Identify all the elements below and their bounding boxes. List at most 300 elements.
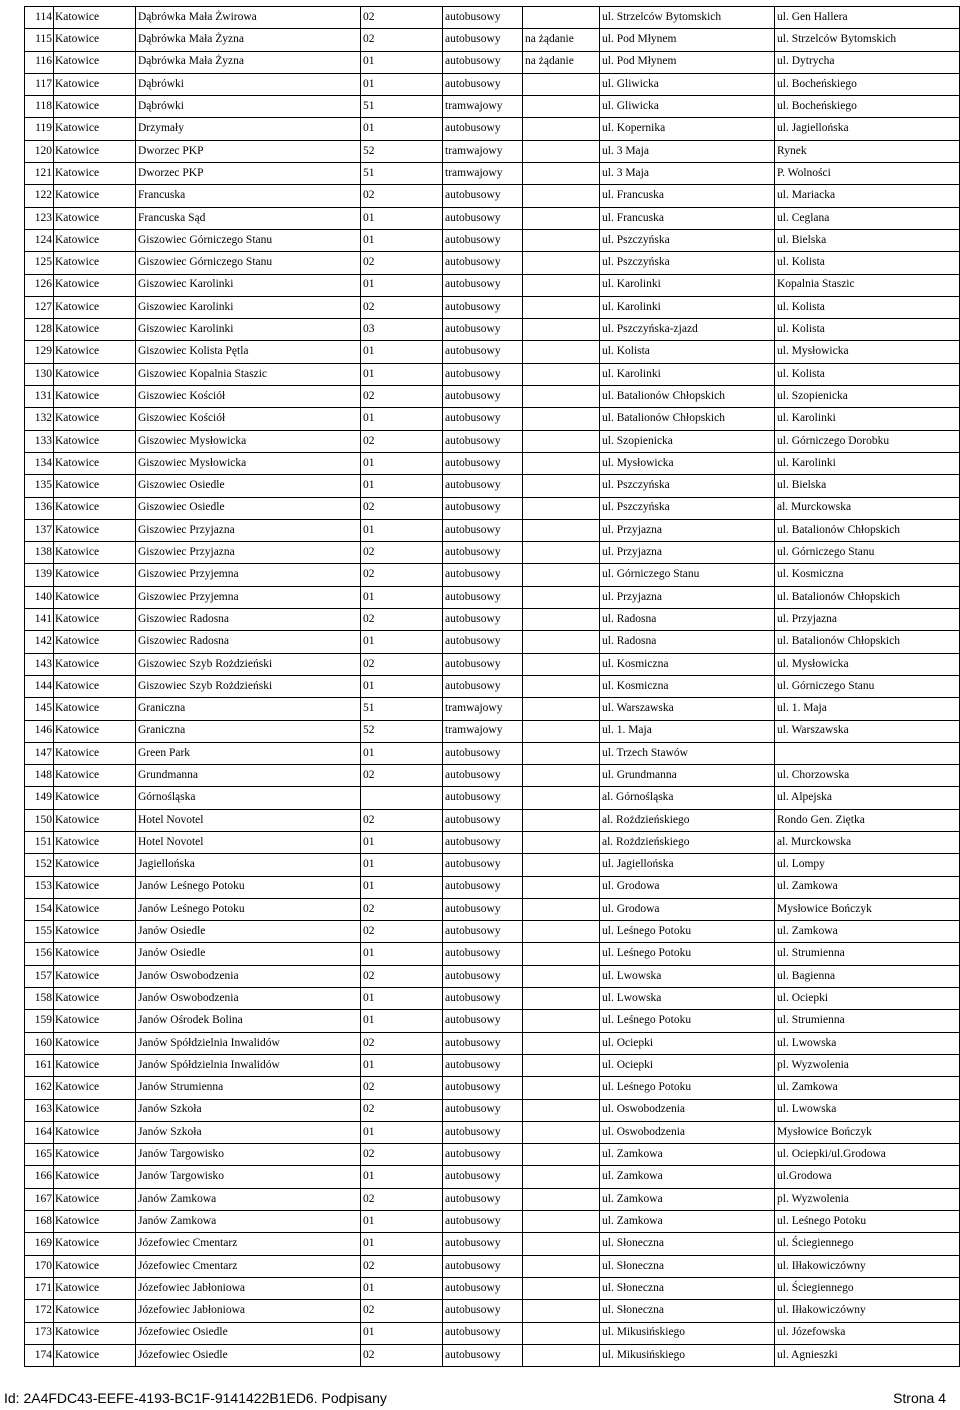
on-request-cell <box>523 1277 600 1299</box>
direction-cell: ul. Leśnego Potoku <box>775 1211 960 1233</box>
street-cell: ul. Pod Młynem <box>600 29 775 51</box>
stop-type-cell: autobusowy <box>443 185 523 207</box>
city-cell: Katowice <box>54 1099 136 1121</box>
stop-name-cell: Giszowiec Karolinki <box>136 296 361 318</box>
stop-name-cell: Józefowiec Jabłoniowa <box>136 1277 361 1299</box>
stop-type-cell: tramwajowy <box>443 96 523 118</box>
direction-cell: ul. Górniczego Stanu <box>775 542 960 564</box>
stop-type-cell: autobusowy <box>443 1032 523 1054</box>
row-number-cell: 170 <box>25 1255 54 1277</box>
on-request-cell <box>523 207 600 229</box>
street-cell: ul. Karolinki <box>600 296 775 318</box>
stop-code-cell: 01 <box>361 631 443 653</box>
stop-type-cell: autobusowy <box>443 118 523 140</box>
stop-type-cell: autobusowy <box>443 341 523 363</box>
direction-cell: ul. Batalionów Chłopskich <box>775 586 960 608</box>
direction-cell: ul. Ściegiennego <box>775 1277 960 1299</box>
city-cell: Katowice <box>54 698 136 720</box>
stop-code-cell: 51 <box>361 163 443 185</box>
stop-code-cell: 02 <box>361 921 443 943</box>
street-cell: ul. Zamkowa <box>600 1188 775 1210</box>
stop-code-cell: 01 <box>361 586 443 608</box>
stop-type-cell: autobusowy <box>443 1144 523 1166</box>
stop-type-cell: autobusowy <box>443 363 523 385</box>
on-request-cell <box>523 1322 600 1344</box>
stop-type-cell: autobusowy <box>443 319 523 341</box>
city-cell: Katowice <box>54 7 136 29</box>
city-cell: Katowice <box>54 1277 136 1299</box>
stop-name-cell: Janów Targowisko <box>136 1144 361 1166</box>
stop-code-cell: 01 <box>361 1211 443 1233</box>
stop-name-cell: Janów Zamkowa <box>136 1211 361 1233</box>
stop-name-cell: Graniczna <box>136 720 361 742</box>
stop-type-cell: autobusowy <box>443 1010 523 1032</box>
on-request-cell <box>523 1255 600 1277</box>
direction-cell: Rynek <box>775 140 960 162</box>
stop-type-cell: autobusowy <box>443 252 523 274</box>
street-cell: ul. Strzelców Bytomskich <box>600 7 775 29</box>
on-request-cell <box>523 698 600 720</box>
stop-name-cell: Janów Zamkowa <box>136 1188 361 1210</box>
row-number-cell: 144 <box>25 675 54 697</box>
street-cell: ul. Gliwicka <box>600 96 775 118</box>
street-cell: ul. Grodowa <box>600 898 775 920</box>
row-number-cell: 141 <box>25 609 54 631</box>
stop-type-cell: autobusowy <box>443 1322 523 1344</box>
on-request-cell <box>523 809 600 831</box>
direction-cell: Kopalnia Staszic <box>775 274 960 296</box>
stop-type-cell: tramwajowy <box>443 163 523 185</box>
row-number-cell: 134 <box>25 452 54 474</box>
street-cell: ul. Pod Młynem <box>600 51 775 73</box>
stop-type-cell: autobusowy <box>443 1344 523 1366</box>
city-cell: Katowice <box>54 586 136 608</box>
row-number-cell: 149 <box>25 787 54 809</box>
stop-name-cell: Janów Strumienna <box>136 1077 361 1099</box>
street-cell: ul. Leśnego Potoku <box>600 921 775 943</box>
direction-cell: ul. Szopienicka <box>775 386 960 408</box>
table-row <box>25 1233 960 1255</box>
stop-code-cell: 51 <box>361 698 443 720</box>
stop-name-cell: Giszowiec Radosna <box>136 609 361 631</box>
direction-cell: ul. Karolinki <box>775 408 960 430</box>
document-id-signature: Id: 2A4FDC43-EEFE-4193-BC1F-9141422B1ED6. Podpisany <box>4 1390 387 1406</box>
city-cell: Katowice <box>54 965 136 987</box>
city-cell: Katowice <box>54 519 136 541</box>
city-cell: Katowice <box>54 1300 136 1322</box>
street-cell: ul. Radosna <box>600 631 775 653</box>
stop-name-cell: Giszowiec Karolinki <box>136 319 361 341</box>
on-request-cell <box>523 542 600 564</box>
stop-name-cell: Francuska Sąd <box>136 207 361 229</box>
table-row <box>25 1277 960 1299</box>
row-number-cell: 150 <box>25 809 54 831</box>
stop-type-cell: autobusowy <box>443 7 523 29</box>
street-cell: ul. Mikusińskiego <box>600 1322 775 1344</box>
street-cell: ul. Gliwicka <box>600 73 775 95</box>
direction-cell: ul. Iłłakowiczówny <box>775 1255 960 1277</box>
stop-type-cell: autobusowy <box>443 542 523 564</box>
street-cell: ul. 3 Maja <box>600 140 775 162</box>
direction-cell: ul. Lompy <box>775 854 960 876</box>
stop-type-cell: autobusowy <box>443 564 523 586</box>
stop-code-cell: 02 <box>361 430 443 452</box>
stop-code-cell: 02 <box>361 1255 443 1277</box>
on-request-cell <box>523 519 600 541</box>
on-request-cell <box>523 363 600 385</box>
table-row <box>25 274 960 296</box>
stop-name-cell: Janów Oswobodzenia <box>136 988 361 1010</box>
street-cell: ul. Ociepki <box>600 1054 775 1076</box>
street-cell: ul. Leśnego Potoku <box>600 1010 775 1032</box>
direction-cell: ul. Zamkowa <box>775 876 960 898</box>
street-cell: ul. Zamkowa <box>600 1144 775 1166</box>
city-cell: Katowice <box>54 96 136 118</box>
row-number-cell: 161 <box>25 1054 54 1076</box>
row-number-cell: 142 <box>25 631 54 653</box>
stop-code-cell: 02 <box>361 386 443 408</box>
stop-name-cell: Giszowiec Kolista Pętla <box>136 341 361 363</box>
stop-name-cell: Hotel Novotel <box>136 809 361 831</box>
stop-code-cell: 01 <box>361 1233 443 1255</box>
on-request-cell <box>523 1211 600 1233</box>
city-cell: Katowice <box>54 1322 136 1344</box>
city-cell: Katowice <box>54 564 136 586</box>
on-request-cell <box>523 96 600 118</box>
street-cell: ul. Francuska <box>600 185 775 207</box>
stop-name-cell: Józefowiec Jabłoniowa <box>136 1300 361 1322</box>
on-request-cell <box>523 564 600 586</box>
table-row <box>25 876 960 898</box>
row-number-cell: 160 <box>25 1032 54 1054</box>
table-row <box>25 1211 960 1233</box>
table-row <box>25 207 960 229</box>
on-request-cell: na żądanie <box>523 29 600 51</box>
street-cell: ul. Radosna <box>600 609 775 631</box>
table-row <box>25 73 960 95</box>
stop-name-cell: Janów Leśnego Potoku <box>136 876 361 898</box>
city-cell: Katowice <box>54 1054 136 1076</box>
stop-code-cell: 02 <box>361 252 443 274</box>
city-cell: Katowice <box>54 185 136 207</box>
stop-name-cell: Janów Ośrodek Bolina <box>136 1010 361 1032</box>
stop-type-cell: autobusowy <box>443 631 523 653</box>
stop-type-cell: autobusowy <box>443 29 523 51</box>
table-row <box>25 1032 960 1054</box>
stop-code-cell: 01 <box>361 408 443 430</box>
stop-code-cell: 01 <box>361 943 443 965</box>
on-request-cell <box>523 1344 600 1366</box>
on-request-cell <box>523 140 600 162</box>
table-row <box>25 1077 960 1099</box>
direction-cell: ul. Bielska <box>775 229 960 251</box>
stop-name-cell: Giszowiec Przyjemna <box>136 564 361 586</box>
stop-name-cell: Giszowiec Kościół <box>136 408 361 430</box>
stop-type-cell: tramwajowy <box>443 720 523 742</box>
row-number-cell: 138 <box>25 542 54 564</box>
on-request-cell <box>523 1144 600 1166</box>
row-number-cell: 164 <box>25 1121 54 1143</box>
table-row <box>25 1121 960 1143</box>
city-cell: Katowice <box>54 1166 136 1188</box>
stop-name-cell: Giszowiec Kopalnia Staszic <box>136 363 361 385</box>
city-cell: Katowice <box>54 408 136 430</box>
on-request-cell <box>523 1010 600 1032</box>
stop-code-cell: 01 <box>361 675 443 697</box>
on-request-cell <box>523 876 600 898</box>
street-cell: ul. Słoneczna <box>600 1300 775 1322</box>
stop-code-cell: 01 <box>361 363 443 385</box>
table-row <box>25 921 960 943</box>
city-cell: Katowice <box>54 29 136 51</box>
row-number-cell: 155 <box>25 921 54 943</box>
stop-code-cell: 01 <box>361 1054 443 1076</box>
city-cell: Katowice <box>54 854 136 876</box>
stop-code-cell: 02 <box>361 965 443 987</box>
stop-name-cell: Grundmanna <box>136 765 361 787</box>
stop-code-cell: 01 <box>361 831 443 853</box>
stop-code-cell: 01 <box>361 1166 443 1188</box>
on-request-cell <box>523 965 600 987</box>
stop-code-cell: 02 <box>361 1032 443 1054</box>
stop-type-cell: autobusowy <box>443 965 523 987</box>
on-request-cell <box>523 1166 600 1188</box>
street-cell: ul. Pszczyńska <box>600 475 775 497</box>
city-cell: Katowice <box>54 363 136 385</box>
row-number-cell: 172 <box>25 1300 54 1322</box>
stop-type-cell: autobusowy <box>443 386 523 408</box>
stop-type-cell: autobusowy <box>443 1300 523 1322</box>
row-number-cell: 120 <box>25 140 54 162</box>
table-row <box>25 1010 960 1032</box>
direction-cell: ul. Strzelców Bytomskich <box>775 29 960 51</box>
city-cell: Katowice <box>54 988 136 1010</box>
on-request-cell <box>523 854 600 876</box>
street-cell: ul. Mikusińskiego <box>600 1344 775 1366</box>
stop-code-cell: 01 <box>361 73 443 95</box>
row-number-cell: 135 <box>25 475 54 497</box>
stop-code-cell: 02 <box>361 1144 443 1166</box>
direction-cell: ul. Jagiellońska <box>775 118 960 140</box>
row-number-cell: 143 <box>25 653 54 675</box>
city-cell: Katowice <box>54 742 136 764</box>
on-request-cell <box>523 653 600 675</box>
table-row <box>25 296 960 318</box>
row-number-cell: 154 <box>25 898 54 920</box>
direction-cell: ul. Batalionów Chłopskich <box>775 631 960 653</box>
stop-type-cell: autobusowy <box>443 653 523 675</box>
direction-cell: Mysłowice Bończyk <box>775 898 960 920</box>
table-row <box>25 898 960 920</box>
street-cell: ul. Batalionów Chłopskich <box>600 408 775 430</box>
direction-cell: ul. Zamkowa <box>775 1077 960 1099</box>
table-row <box>25 698 960 720</box>
on-request-cell <box>523 185 600 207</box>
row-number-cell: 126 <box>25 274 54 296</box>
city-cell: Katowice <box>54 943 136 965</box>
stop-name-cell: Józefowiec Cmentarz <box>136 1233 361 1255</box>
stop-name-cell: Graniczna <box>136 698 361 720</box>
on-request-cell <box>523 943 600 965</box>
on-request-cell <box>523 831 600 853</box>
city-cell: Katowice <box>54 1144 136 1166</box>
stop-type-cell: autobusowy <box>443 787 523 809</box>
on-request-cell <box>523 475 600 497</box>
stop-name-cell: Giszowiec Mysłowicka <box>136 430 361 452</box>
stop-type-cell: autobusowy <box>443 1211 523 1233</box>
street-cell: ul. Lwowska <box>600 988 775 1010</box>
direction-cell: ul. Dytrycha <box>775 51 960 73</box>
table-row <box>25 809 960 831</box>
city-cell: Katowice <box>54 430 136 452</box>
stop-type-cell: autobusowy <box>443 497 523 519</box>
row-number-cell: 162 <box>25 1077 54 1099</box>
table-row <box>25 319 960 341</box>
stop-name-cell: Francuska <box>136 185 361 207</box>
row-number-cell: 145 <box>25 698 54 720</box>
stop-code-cell: 02 <box>361 1077 443 1099</box>
city-cell: Katowice <box>54 475 136 497</box>
on-request-cell <box>523 229 600 251</box>
stop-type-cell: autobusowy <box>443 475 523 497</box>
row-number-cell: 123 <box>25 207 54 229</box>
table-row <box>25 787 960 809</box>
direction-cell: al. Murckowska <box>775 497 960 519</box>
stop-type-cell: autobusowy <box>443 809 523 831</box>
direction-cell: ul. Kolista <box>775 319 960 341</box>
row-number-cell: 119 <box>25 118 54 140</box>
direction-cell: ul. Ceglana <box>775 207 960 229</box>
table-row <box>25 988 960 1010</box>
row-number-cell: 148 <box>25 765 54 787</box>
street-cell: ul. Kosmiczna <box>600 675 775 697</box>
street-cell: ul. Kopernika <box>600 118 775 140</box>
row-number-cell: 159 <box>25 1010 54 1032</box>
stop-name-cell: Janów Oswobodzenia <box>136 965 361 987</box>
stop-type-cell: autobusowy <box>443 1255 523 1277</box>
table-row <box>25 29 960 51</box>
on-request-cell <box>523 274 600 296</box>
on-request-cell <box>523 1188 600 1210</box>
stop-type-cell: autobusowy <box>443 586 523 608</box>
stop-type-cell: autobusowy <box>443 1166 523 1188</box>
direction-cell: ul. Batalionów Chłopskich <box>775 519 960 541</box>
city-cell: Katowice <box>54 386 136 408</box>
direction-cell: Mysłowice Bończyk <box>775 1121 960 1143</box>
row-number-cell: 140 <box>25 586 54 608</box>
stop-name-cell: Giszowiec Karolinki <box>136 274 361 296</box>
on-request-cell <box>523 252 600 274</box>
direction-cell: ul. Strumienna <box>775 1010 960 1032</box>
city-cell: Katowice <box>54 207 136 229</box>
stop-type-cell: autobusowy <box>443 452 523 474</box>
city-cell: Katowice <box>54 140 136 162</box>
on-request-cell <box>523 73 600 95</box>
table-row <box>25 854 960 876</box>
direction-cell: Rondo Gen. Ziętka <box>775 809 960 831</box>
stop-code-cell: 02 <box>361 29 443 51</box>
table-row <box>25 341 960 363</box>
stop-code-cell: 02 <box>361 185 443 207</box>
stop-name-cell: Giszowiec Mysłowicka <box>136 452 361 474</box>
street-cell: ul. 3 Maja <box>600 163 775 185</box>
street-cell: ul. Leśnego Potoku <box>600 1077 775 1099</box>
stop-code-cell: 52 <box>361 720 443 742</box>
table-row <box>25 163 960 185</box>
stop-code-cell: 02 <box>361 765 443 787</box>
street-cell: ul. Trzech Stawów <box>600 742 775 764</box>
row-number-cell: 114 <box>25 7 54 29</box>
on-request-cell <box>523 742 600 764</box>
stop-type-cell: autobusowy <box>443 1188 523 1210</box>
stop-name-cell: Górnośląska <box>136 787 361 809</box>
direction-cell: ul. Strumienna <box>775 943 960 965</box>
city-cell: Katowice <box>54 675 136 697</box>
direction-cell: ul. Lwowska <box>775 1032 960 1054</box>
street-cell: ul. Grundmanna <box>600 765 775 787</box>
direction-cell: ul. Górniczego Stanu <box>775 675 960 697</box>
street-cell: ul. Słoneczna <box>600 1233 775 1255</box>
city-cell: Katowice <box>54 720 136 742</box>
direction-cell: ul. Kosmiczna <box>775 564 960 586</box>
stop-name-cell: Dworzec PKP <box>136 140 361 162</box>
stop-name-cell: Józefowiec Osiedle <box>136 1322 361 1344</box>
row-number-cell: 151 <box>25 831 54 853</box>
stop-code-cell: 02 <box>361 542 443 564</box>
street-cell: ul. Francuska <box>600 207 775 229</box>
table-row <box>25 252 960 274</box>
stops-table-body <box>25 7 960 1367</box>
direction-cell: pl. Wyzwolenia <box>775 1188 960 1210</box>
on-request-cell <box>523 430 600 452</box>
stop-code-cell: 01 <box>361 1322 443 1344</box>
city-cell: Katowice <box>54 1010 136 1032</box>
on-request-cell <box>523 1099 600 1121</box>
direction-cell: ul. Bocheńskiego <box>775 73 960 95</box>
city-cell: Katowice <box>54 1188 136 1210</box>
direction-cell: ul. Kolista <box>775 363 960 385</box>
table-row <box>25 1300 960 1322</box>
street-cell: al. Rożdzieńskiego <box>600 831 775 853</box>
stop-code-cell: 02 <box>361 1344 443 1366</box>
stop-type-cell: autobusowy <box>443 876 523 898</box>
table-row <box>25 1166 960 1188</box>
row-number-cell: 136 <box>25 497 54 519</box>
city-cell: Katowice <box>54 876 136 898</box>
city-cell: Katowice <box>54 542 136 564</box>
city-cell: Katowice <box>54 1344 136 1366</box>
street-cell: ul. Leśnego Potoku <box>600 943 775 965</box>
stop-code-cell: 02 <box>361 564 443 586</box>
row-number-cell: 137 <box>25 519 54 541</box>
city-cell: Katowice <box>54 921 136 943</box>
row-number-cell: 117 <box>25 73 54 95</box>
stop-type-cell: autobusowy <box>443 609 523 631</box>
stop-code-cell: 02 <box>361 898 443 920</box>
row-number-cell: 128 <box>25 319 54 341</box>
stop-name-cell: Dąbrówka Mała Żwirowa <box>136 7 361 29</box>
table-row <box>25 363 960 385</box>
city-cell: Katowice <box>54 73 136 95</box>
row-number-cell: 139 <box>25 564 54 586</box>
stop-name-cell: Green Park <box>136 742 361 764</box>
table-row <box>25 675 960 697</box>
street-cell: ul. Grodowa <box>600 876 775 898</box>
city-cell: Katowice <box>54 831 136 853</box>
row-number-cell: 163 <box>25 1099 54 1121</box>
stop-code-cell: 01 <box>361 1121 443 1143</box>
direction-cell: ul. Agnieszki <box>775 1344 960 1366</box>
